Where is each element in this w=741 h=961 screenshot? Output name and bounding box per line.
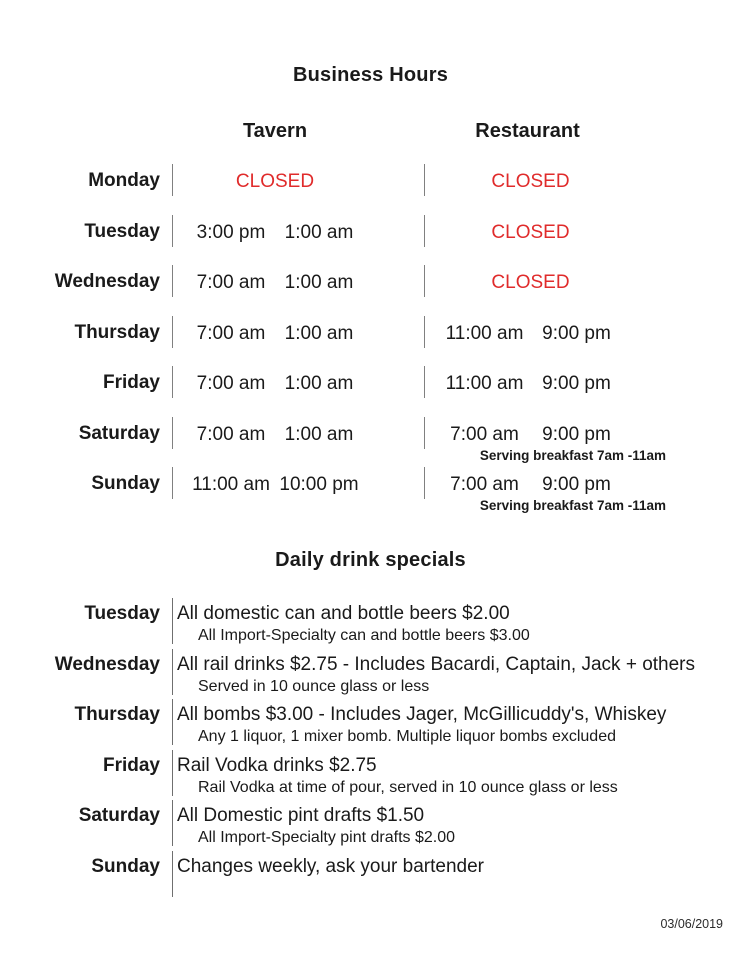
tavern-hours-cell (175, 171, 375, 193)
special-row-thursday (0, 696, 741, 747)
special-sub-text: Rail Vodka at time of pour, served in 10 ounce glass or less (198, 778, 618, 796)
restaurant-open-time: 11:00 am (445, 322, 524, 344)
tavern-open-time: 3:00 pm (196, 221, 266, 243)
special-main-text: All bombs $3.00 - Includes Jager, McGillicuddy's, Whiskey (177, 704, 667, 725)
restaurant-hours-cell (428, 222, 633, 244)
restaurant-close-time: 9:00 pm (542, 423, 611, 445)
closed-badge: CLOSED (235, 171, 315, 192)
tavern-hours-cell (175, 222, 375, 244)
tavern-hours-cell (175, 474, 375, 496)
special-day-label: Sunday (91, 855, 160, 877)
hours-day-label: Tuesday (84, 220, 160, 242)
special-row-sunday (0, 848, 741, 899)
special-sub-text: Served in 10 ounce glass or less (198, 677, 430, 695)
restaurant-hours-cell (428, 171, 633, 193)
hours-day-label: Monday (88, 170, 160, 191)
tavern-close-time: 1:00 am (284, 373, 354, 394)
column-divider-restaurant (424, 467, 425, 499)
column-header-restaurant: Restaurant (475, 120, 580, 142)
special-main-text: All Domestic pint drafts $1.50 (177, 805, 425, 826)
special-sub-text: All Import-Specialty can and bottle beers $3.00 (198, 627, 530, 644)
tavern-close-time: 1:00 am (284, 221, 354, 243)
special-main-text: All domestic can and bottle beers $2.00 (177, 603, 510, 624)
column-divider-tavern (172, 467, 173, 499)
daily-drink-specials-table (0, 595, 741, 898)
special-day-label: Tuesday (84, 603, 160, 624)
closed-badge: CLOSED (491, 171, 570, 192)
breakfast-note: Serving breakfast 7am -11am (479, 447, 666, 463)
hours-row-friday (0, 360, 741, 411)
tavern-close-time: 1:00 am (284, 423, 354, 445)
special-row-wednesday (0, 646, 741, 697)
column-divider-tavern (172, 215, 173, 247)
special-divider (172, 851, 173, 897)
tavern-open-time: 11:00 am (192, 474, 270, 495)
restaurant-close-time: 9:00 pm (542, 322, 611, 344)
special-row-tuesday (0, 595, 741, 646)
tavern-hours-cell (175, 323, 375, 345)
tavern-hours-cell (175, 373, 375, 395)
tavern-open-time: 7:00 am (196, 423, 266, 445)
column-divider-restaurant (424, 164, 425, 196)
tavern-hours-cell (175, 424, 375, 446)
closed-badge: CLOSED (491, 272, 570, 293)
column-divider-restaurant (424, 316, 425, 348)
business-hours-title: Business Hours (292, 64, 449, 86)
column-divider-restaurant (424, 265, 425, 297)
tavern-close-time: 10:00 pm (279, 474, 359, 495)
special-sub-text: Any 1 liquor, 1 mixer bomb. Multiple liquor bombs excluded (198, 728, 616, 745)
special-divider (172, 800, 173, 846)
tavern-open-time: 7:00 am (196, 322, 266, 344)
column-divider-tavern (172, 417, 173, 449)
closed-badge: CLOSED (491, 221, 570, 243)
special-day-label: Friday (102, 754, 160, 776)
column-header-tavern: Tavern (242, 120, 308, 142)
breakfast-note: Serving breakfast 7am -11am (479, 498, 666, 513)
column-divider-tavern (172, 316, 173, 348)
special-main-text: Changes weekly, ask your bartender (177, 855, 484, 877)
restaurant-hours-cell (428, 373, 633, 395)
hours-row-thursday (0, 310, 741, 361)
restaurant-close-time: 9:00 pm (542, 474, 611, 495)
restaurant-close-time: 9:00 pm (542, 373, 611, 394)
tavern-hours-cell (175, 272, 375, 294)
hours-day-label: Saturday (78, 422, 160, 444)
hours-row-saturday (0, 411, 741, 462)
special-main-text: All rail drinks $2.75 - Includes Bacardi, Captain, Jack + others (177, 653, 696, 675)
hours-day-label: Thursday (74, 321, 160, 343)
special-divider (172, 649, 173, 695)
hours-row-monday (0, 158, 741, 209)
special-divider (172, 598, 173, 644)
special-day-label: Saturday (78, 805, 160, 826)
special-sub-text: All Import-Specialty pint drafts $2.00 (198, 829, 456, 846)
restaurant-hours-cell (428, 424, 633, 446)
special-day-label: Wednesday (54, 653, 160, 675)
special-divider (172, 750, 173, 796)
special-row-saturday (0, 797, 741, 848)
column-divider-restaurant (424, 417, 425, 449)
restaurant-open-time: 7:00 am (450, 474, 519, 495)
column-divider-restaurant (424, 215, 425, 247)
column-divider-tavern (172, 164, 173, 196)
business-hours-table (0, 120, 741, 512)
special-row-friday (0, 747, 741, 798)
hours-day-label: Wednesday (54, 271, 160, 292)
restaurant-hours-cell (428, 323, 633, 345)
special-day-label: Thursday (74, 704, 160, 725)
tavern-close-time: 1:00 am (284, 272, 354, 293)
restaurant-hours-cell (428, 474, 633, 496)
restaurant-open-time: 7:00 am (450, 423, 519, 445)
tavern-open-time: 7:00 am (196, 272, 266, 293)
hours-row-sunday (0, 461, 741, 512)
special-divider (172, 699, 173, 745)
document-date: 03/06/2019 (660, 917, 723, 931)
hours-day-label: Sunday (91, 473, 160, 494)
tavern-open-time: 7:00 am (196, 373, 266, 394)
restaurant-open-time: 11:00 am (445, 373, 524, 394)
hours-table-header (0, 120, 741, 158)
column-divider-restaurant (424, 366, 425, 398)
hours-day-label: Friday (102, 372, 160, 393)
column-divider-tavern (172, 265, 173, 297)
hours-row-tuesday (0, 209, 741, 260)
tavern-close-time: 1:00 am (284, 322, 354, 344)
special-main-text: Rail Vodka drinks $2.75 (177, 754, 377, 776)
restaurant-hours-cell (428, 272, 633, 294)
daily-drink-specials-title: Daily drink specials (275, 549, 466, 571)
column-divider-tavern (172, 366, 173, 398)
hours-row-wednesday (0, 259, 741, 310)
